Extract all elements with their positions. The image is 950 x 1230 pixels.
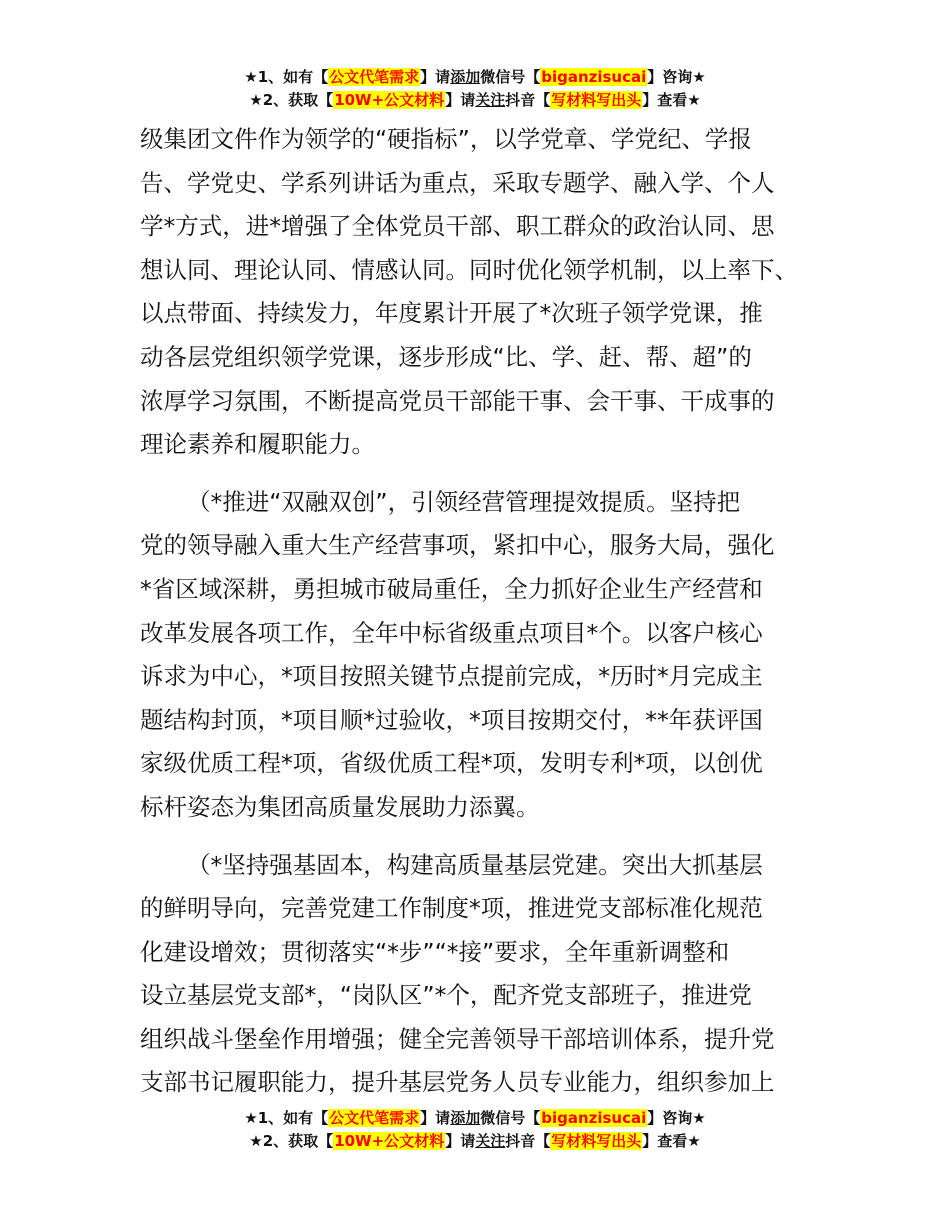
text-line: 级集团文件作为领学的“硬指标”，以学党章、学党纪、学报: [140, 125, 752, 153]
banner-highlight: biganzisucai: [541, 68, 647, 86]
banner-text: 微信号【: [480, 1109, 541, 1127]
banner-line-2: [0, 1130, 950, 1153]
banner-underlined-text: 添加: [450, 68, 481, 86]
text-line: 的鲜明导向，完善党建工作制度*项，推进党支部标准化规范: [140, 894, 763, 923]
text-line: 支部书记履职能力，提升基层党务人员专业能力，组织参加上: [140, 1068, 775, 1097]
text-line: 化建设增效；贯彻落实“*步”“*接”要求，全年重新调整和: [140, 937, 730, 966]
text-line: 改革发展各项工作，全年中标省级重点项目*个。以客户核心: [140, 618, 763, 647]
banner-highlight: 写材料写出头: [551, 1132, 642, 1150]
banner-text: 微信号【: [480, 68, 541, 86]
banner-underlined-text: 添加: [450, 1109, 481, 1127]
text-line: 党的领导融入重大生产经营事项，紧扣中心，服务大局，强化: [140, 531, 775, 560]
text-line: 诉求为中心，*项目按照关键节点提前完成，*历时*月完成主: [140, 662, 763, 691]
banner-underlined-text: 关注: [475, 1132, 506, 1150]
banner-text: ★1、如有【: [244, 68, 329, 86]
banner-line-1: [0, 1107, 950, 1130]
banner-text: 】请: [445, 91, 476, 109]
banner-text: 】请: [445, 1132, 476, 1150]
text-line: 组织战斗堡垒作用增强；健全完善领导干部培训体系，提升党: [140, 1024, 775, 1053]
banner-text: 抖音【: [505, 1132, 551, 1150]
text-line: 浓厚学习氛围，不断提高党员干部能干事、会干事、干成事的: [140, 386, 775, 415]
paragraph-3: [140, 844, 820, 1106]
banner-highlight: 公文代笔需求: [329, 1109, 420, 1127]
banner-text: 抖音【: [505, 91, 551, 109]
paragraph-1: [140, 118, 820, 467]
banner-highlight: 公文代笔需求: [329, 68, 420, 86]
banner-text: 】查看★: [642, 1132, 701, 1150]
banner-text: 】咨询★: [647, 68, 706, 86]
text-line: 理论素养和履职能力。: [140, 430, 375, 459]
banner-text: ★2、获取【: [249, 1132, 334, 1150]
document-body: [140, 118, 820, 1119]
header-banner: [0, 66, 950, 112]
text-line: 动各层党组织领学党课，逐步形成“比、学、赶、帮、超”的: [140, 342, 752, 371]
text-line: （*推进“双融双创”，引领经营管理提效提质。坚持把: [187, 487, 741, 516]
banner-text: 】咨询★: [647, 1109, 706, 1127]
text-line: （*坚持强基固本，构建高质量基层党建。突出大抓基层: [187, 850, 763, 879]
banner-highlight: biganzisucai: [541, 1109, 647, 1127]
text-line: 题结构封顶，*项目顺*过验收，*项目按期交付，**年获评国: [140, 705, 763, 734]
banner-text: 】请: [420, 1109, 451, 1127]
banner-line-1: [0, 66, 950, 89]
text-line: 以点带面、持续发力，年度累计开展了*次班子领学党课，推: [140, 299, 763, 328]
text-line: 想认同、理论认同、情感认同。同时优化领学机制，以上率下、: [140, 255, 798, 284]
banner-highlight: 写材料写出头: [551, 91, 642, 109]
banner-underlined-text: 关注: [475, 91, 506, 109]
text-line: *省区域深耕，勇担城市破局重任，全力抓好企业生产经营和: [140, 574, 763, 603]
paragraph-2: [140, 481, 820, 830]
banner-text: ★1、如有【: [244, 1109, 329, 1127]
banner-highlight: 10W+公文材料: [334, 1132, 445, 1150]
banner-text: ★2、获取【: [249, 91, 334, 109]
text-line: 学*方式，进*增强了全体党员干部、职工群众的政治认同、思: [140, 212, 775, 241]
banner-text: 】查看★: [642, 91, 701, 109]
text-line: 标杆姿态为集团高质量发展助力添翼。: [140, 792, 540, 821]
banner-highlight: 10W+公文材料: [334, 91, 445, 109]
text-line: 家级优质工程*项，省级优质工程*项，发明专利*项，以创优: [140, 749, 763, 778]
text-line: 告、学党史、学系列讲话为重点，采取专题学、融入学、个人: [140, 168, 775, 197]
banner-text: 】请: [420, 68, 451, 86]
footer-banner: [0, 1107, 950, 1153]
text-line: 设立基层党支部*，“岗队区”*个，配齐党支部班子，推进党: [140, 981, 752, 1010]
banner-line-2: [0, 89, 950, 112]
